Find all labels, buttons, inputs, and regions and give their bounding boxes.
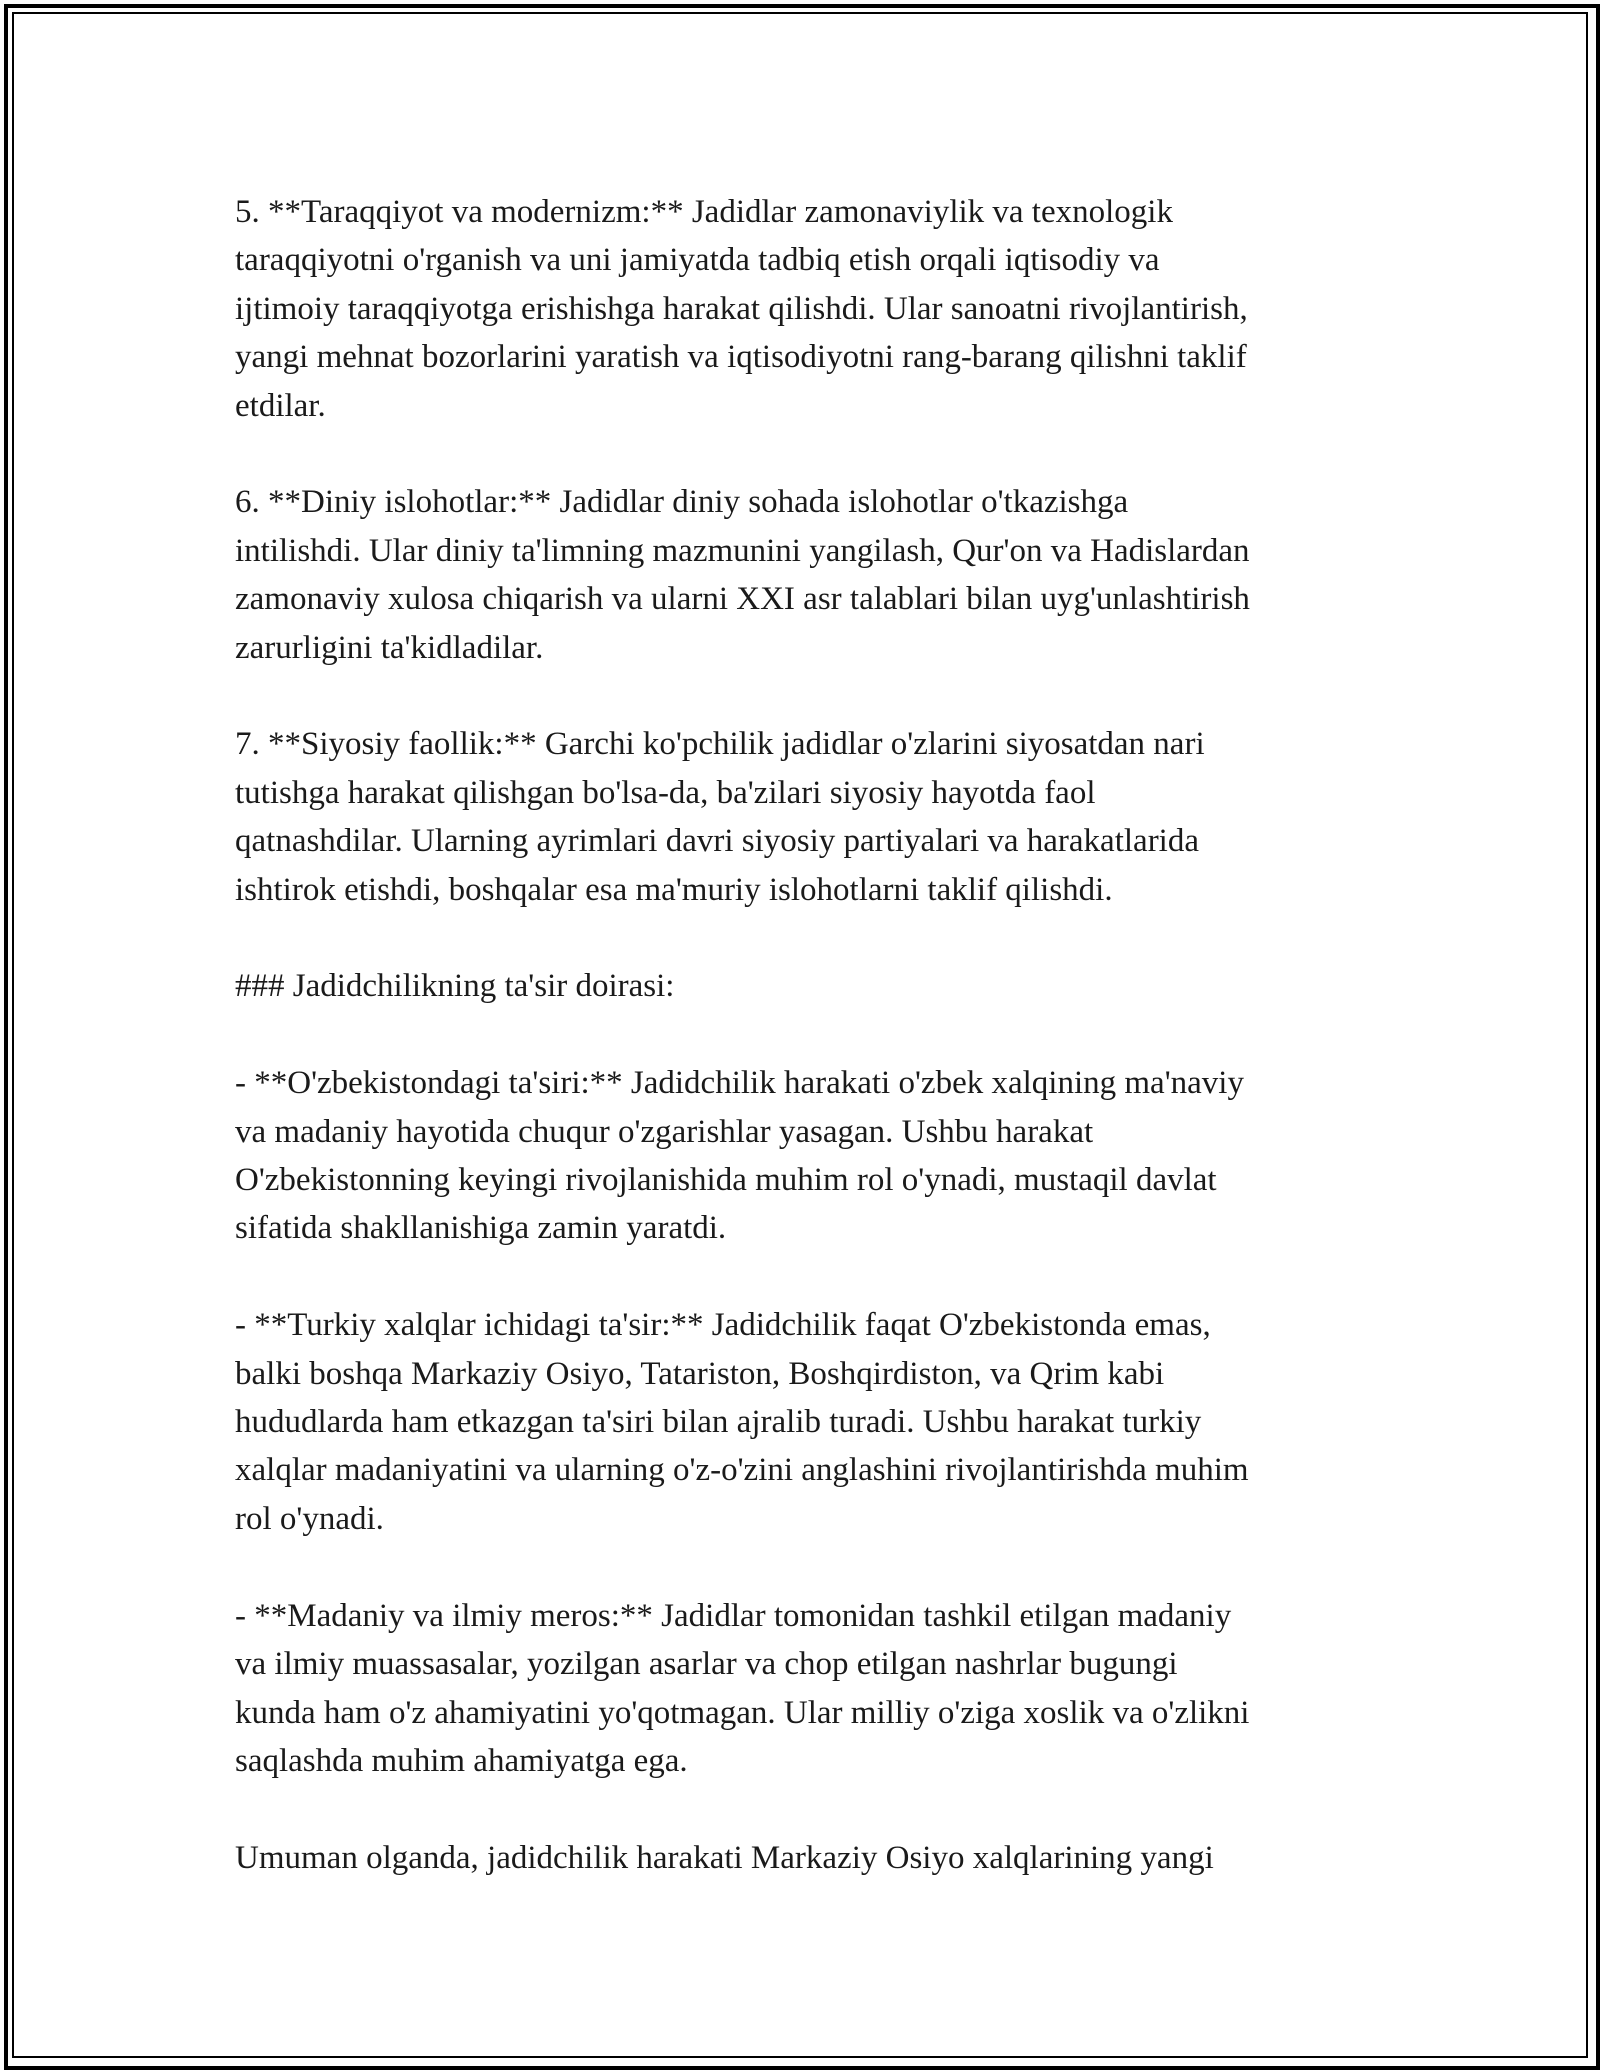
section-heading-tasir-doirasi: ### Jadidchilikning ta'sir doirasi: bbox=[235, 968, 675, 1005]
paragraph-diniy-islohotlar: 6. **Diniy islohotlar:** Jadidlar diniy sohada islohotlar o'tkazishga intilishdi. Ular diniy ta'limning mazmunini yangilash, Qur'on va Hadislardan zamonaviy xulosa chiqarish va ularni XXI asr talablari bilan uyg'unlashtirish zarurligini ta'kidladilar. bbox=[235, 484, 1250, 666]
document-body bbox=[235, 188, 1380, 1882]
paragraph-siyosiy-faollik: 7. **Siyosiy faollik:** Garchi ko'pchilik jadidlar o'zlarini siyosatdan nari tutishga harakat qilishgan bo'lsa-da, ba'zilari siyosiy hayotda faol qatnashdilar. Ularning ayrimlari davri siyosiy partiyalari va harakatlarida ishtirok etishdi, boshqalar esa ma'muriy islohotlarni taklif qilishdi. bbox=[235, 726, 1205, 908]
paragraph-turkiy-xalqlar: - **Turkiy xalqlar ichidagi ta'sir:** Jadidchilik faqat O'zbekistonda emas, balki boshqa Markaziy Osiyo, Tatariston, Boshqirdiston, va Qrim kabi hududlarda ham etkazgan ta'siri bilan ajralib turadi. Ushbu harakat turkiy xalqlar madaniyatini va ularning o'z-o'zini anglashini rivojlantirishda muhim rol o'ynadi. bbox=[235, 1307, 1249, 1537]
paragraph-ozbekistondagi-tasiri: - **O'zbekistondagi ta'siri:** Jadidchilik harakati o'zbek xalqining ma'naviy va madaniy hayotida chuqur o'zgarishlar yasagan. Ushbu harakat O'zbekistonning keyingi rivojlanishida muhim rol o'ynadi, mustaqil davlat sifatida shakllanishiga zamin yaratdi. bbox=[235, 1065, 1244, 1247]
paragraph-taraqqiyot-va-modernizm: 5. **Taraqqiyot va modernizm:** Jadidlar zamonaviylik va texnologik taraqqiyotni o'rganish va uni jamiyatda tadbiq etish orqali iqtisodiy va ijtimoiy taraqqiyotga erishishga harakat qilishdi. Ular sanoatni rivojlantirish, yangi mehnat bozorlarini yaratish va iqtisodiyotni rang-barang qilishni taklif etdilar. bbox=[235, 194, 1248, 424]
paragraph-madaniy-ilmiy-meros: - **Madaniy va ilmiy meros:** Jadidlar tomonidan tashkil etilgan madaniy va ilmiy muassasalar, yozilgan asarlar va chop etilgan nashrlar bugungi kunda ham o'z ahamiyatini yo'qotmagan. Ular milliy o'ziga xoslik va o'zlikni saqlashda muhim ahamiyatga ega. bbox=[235, 1597, 1250, 1779]
paragraph-umuman-olganda: Umuman olganda, jadidchilik harakati Markaziy Osiyo xalqlarining yangi bbox=[235, 1839, 1214, 1876]
